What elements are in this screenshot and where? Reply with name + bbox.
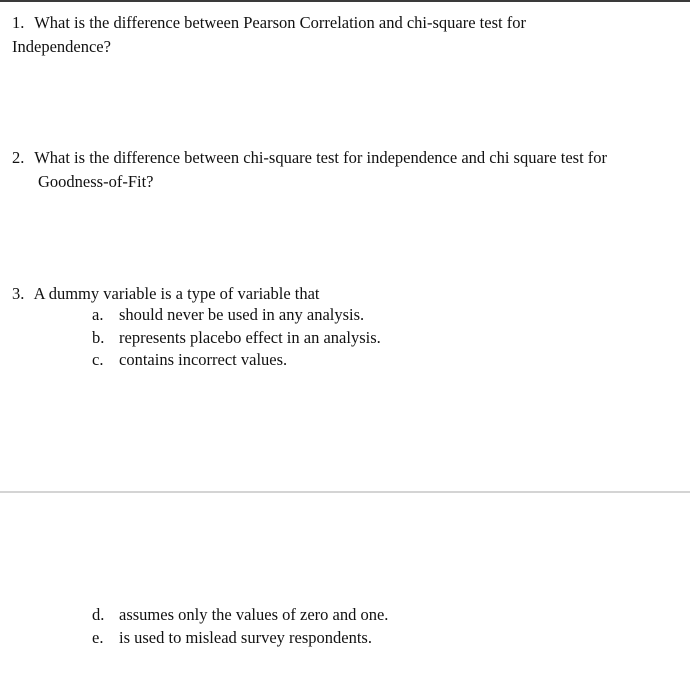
option-b-letter: b. [92, 328, 105, 347]
question-3-stem: A dummy variable is a type of variable that [33, 284, 320, 303]
option-c-text: contains incorrect values. [119, 350, 288, 369]
question-2-number: 2. [12, 148, 25, 167]
option-c-letter: c. [92, 350, 104, 369]
question-1-line-1 [12, 13, 526, 33]
question-1-line-2: Independence? [12, 37, 111, 56]
question-1-text: What is the difference between Pearson Correlation and chi-square test for [34, 13, 526, 32]
question-2-line-2: Goodness-of-Fit? [38, 172, 154, 191]
option-d-letter: d. [92, 605, 105, 624]
question-3-number: 3. [12, 284, 25, 303]
option-e-letter: e. [92, 628, 104, 647]
question-1-number: 1. [12, 13, 25, 32]
question-2-line-1 [12, 148, 607, 168]
question-3-stem-line [12, 284, 320, 304]
option-a-letter: a. [92, 305, 104, 324]
top-border [0, 0, 690, 2]
option-d-text: assumes only the values of zero and one. [119, 605, 389, 624]
option-b-text: represents placebo effect in an analysis. [119, 328, 381, 347]
question-2-text: What is the difference between chi-square test for independence and chi square test for [34, 148, 608, 167]
option-e-text: is used to mislead survey respondents. [119, 628, 372, 647]
option-a-text: should never be used in any analysis. [119, 305, 365, 324]
page-divider [0, 491, 690, 493]
